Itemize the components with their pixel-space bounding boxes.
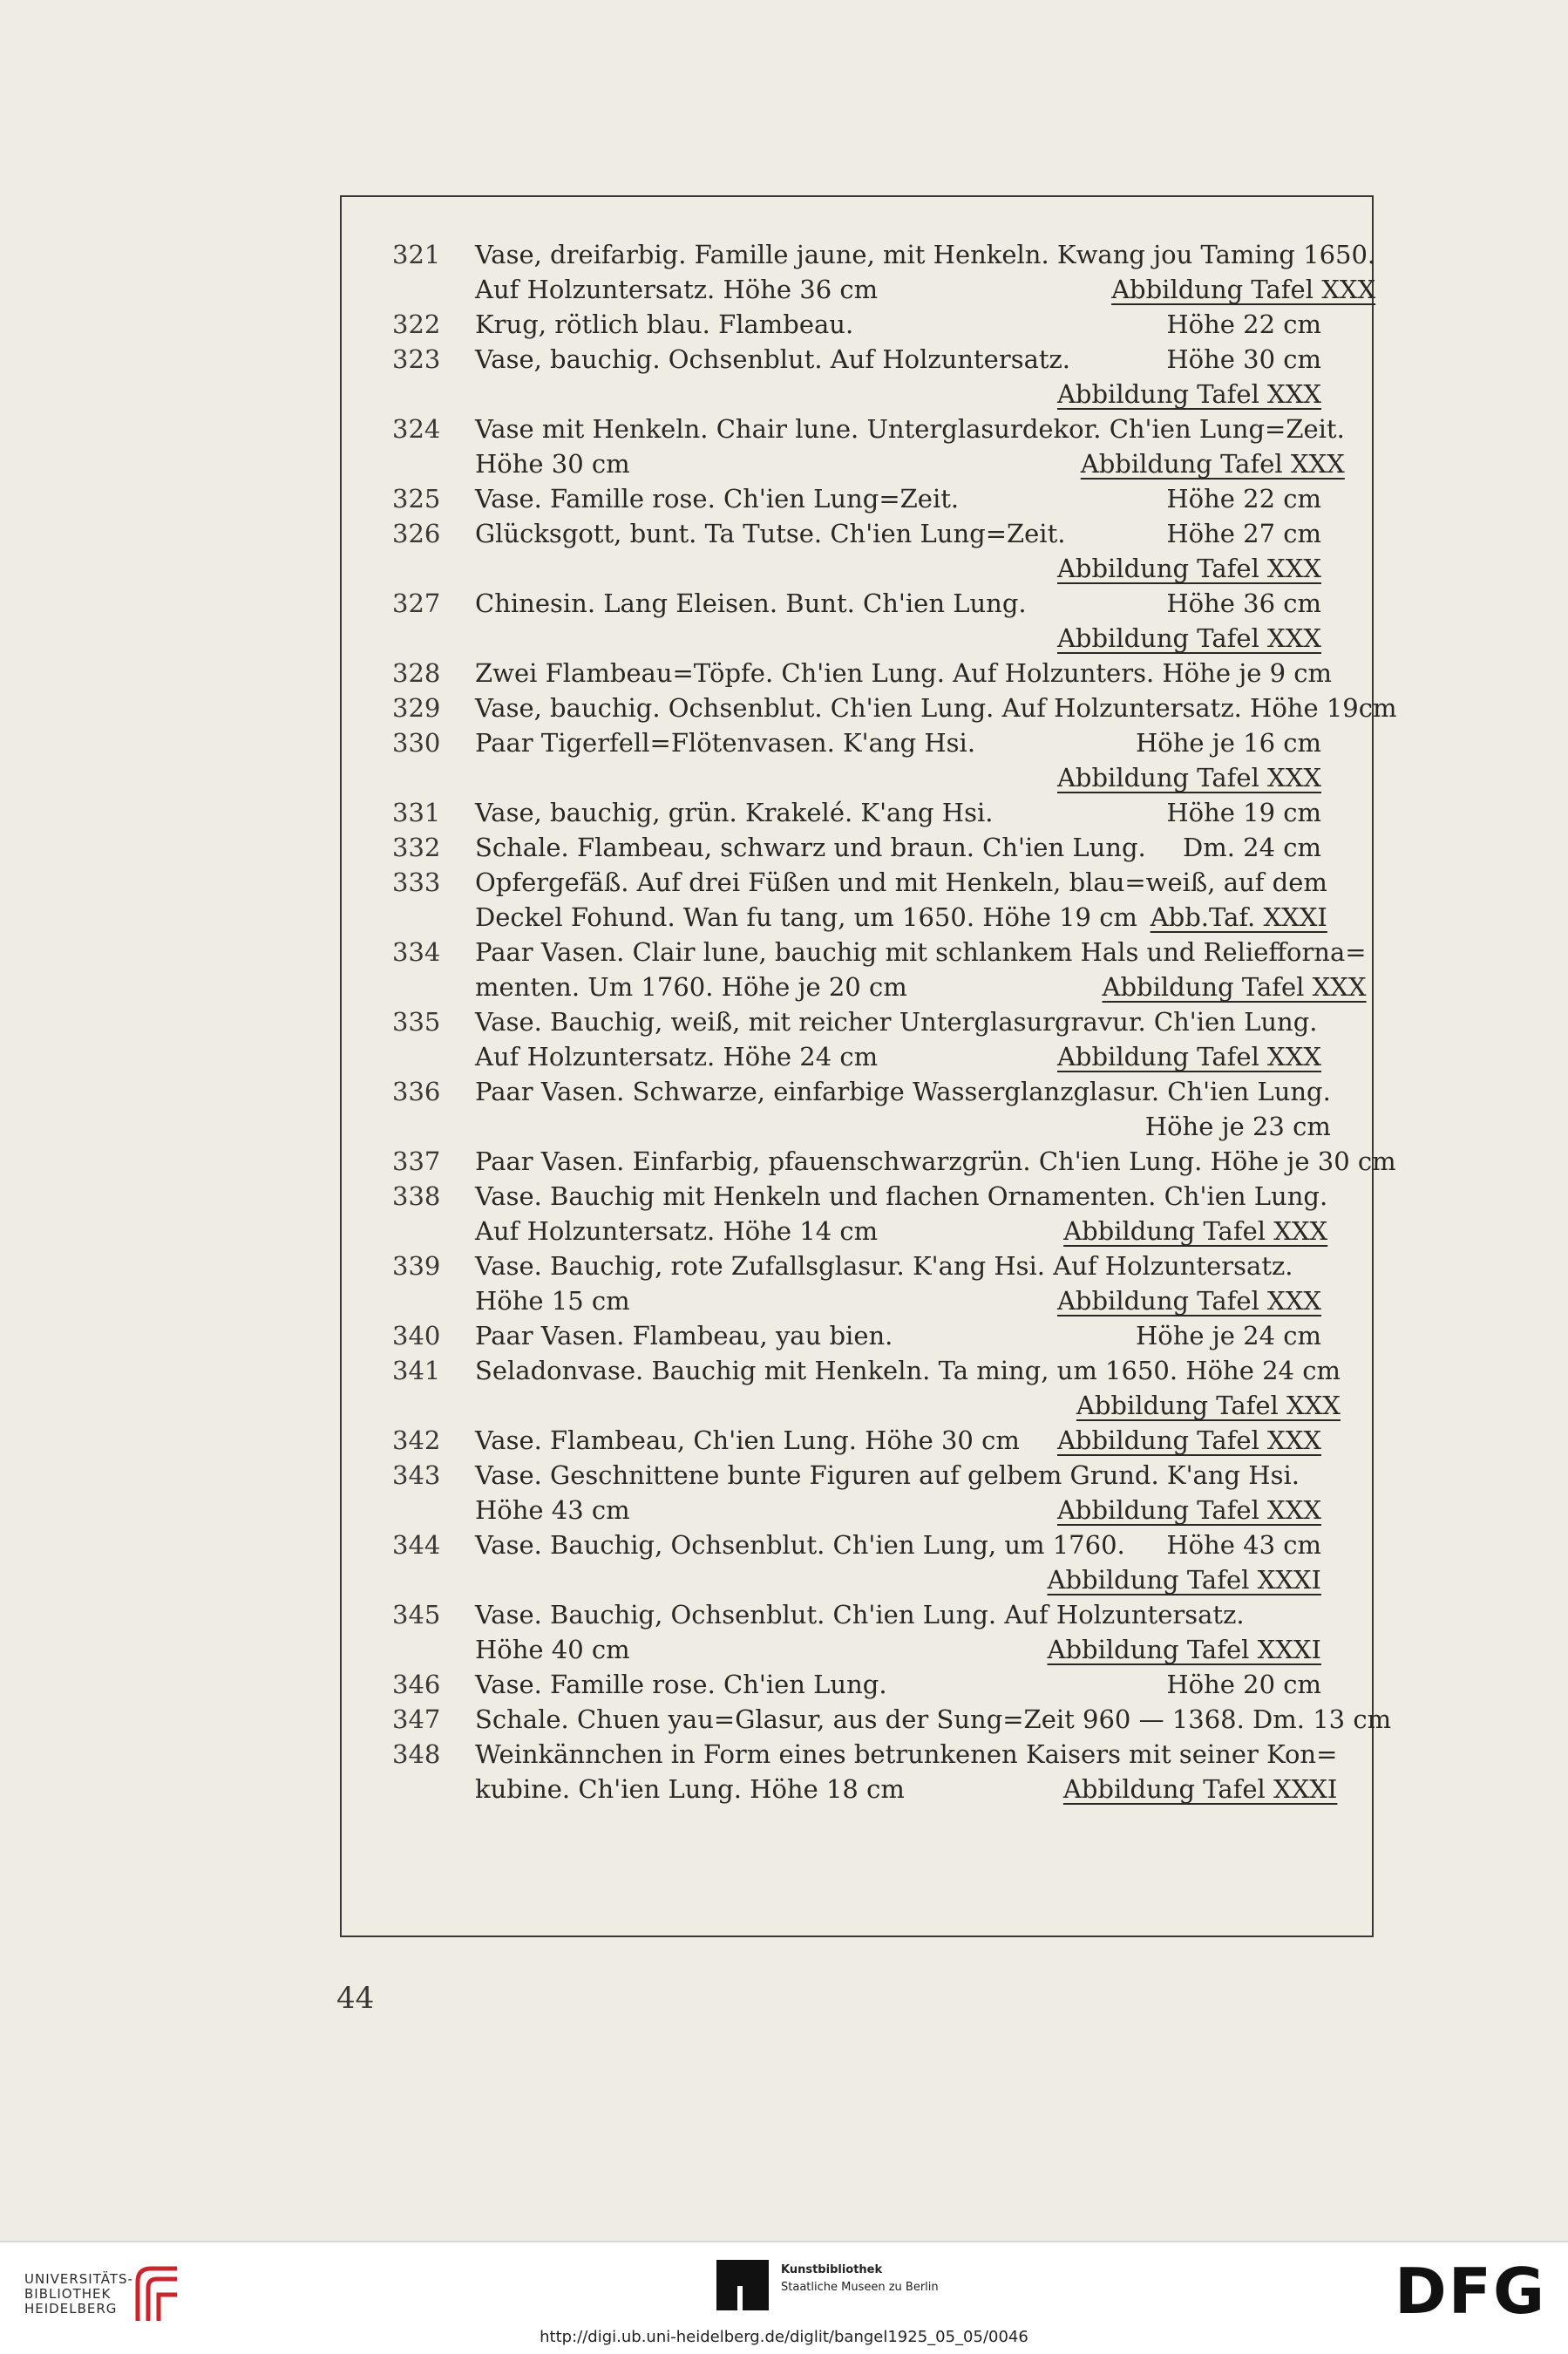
entry-line <box>475 551 1321 586</box>
plate-reference: Abbildung Tafel XXX <box>1056 1425 1321 1455</box>
plate-reference: Abb.Taf. XXXI <box>1150 902 1327 932</box>
entry-body <box>475 342 1321 412</box>
entry-measurement: Höhe 43 cm <box>1166 1530 1321 1560</box>
entry-line <box>475 1632 1321 1667</box>
entry-measurement: Höhe 36 cm <box>1166 588 1321 618</box>
entry-line <box>475 1039 1321 1074</box>
entry-description: Chinesin. Lang Eleisen. Bunt. Ch'ien Lung. <box>475 588 1027 618</box>
entry-number: 327 <box>392 588 441 618</box>
entry-number: 332 <box>392 833 441 862</box>
entry-line <box>475 1667 1321 1702</box>
catalog-entry <box>384 1527 1321 1597</box>
entry-line <box>475 1597 1321 1632</box>
entry-line <box>475 830 1321 865</box>
catalog-entry <box>384 1423 1321 1458</box>
catalog-entry <box>384 1318 1321 1353</box>
entry-line <box>475 1318 1321 1353</box>
entry-line <box>475 900 1327 935</box>
catalog-entry <box>384 865 1327 935</box>
entry-line <box>475 1074 1331 1109</box>
kunst-title: Kunstbibliothek <box>781 2263 883 2276</box>
entry-description: Vase. Flambeau, Ch'ien Lung. Höhe 30 cm <box>475 1425 1020 1455</box>
entry-number: 333 <box>392 867 441 897</box>
entry-measurement: Dm. 24 cm <box>1182 833 1321 862</box>
entry-body <box>475 481 1321 516</box>
entry-line <box>475 1527 1321 1562</box>
entry-description: Vase, bauchig. Ochsenblut. Ch'ien Lung. Auf Holzuntersatz. Höhe 19cm <box>475 693 1397 723</box>
entry-body <box>475 307 1321 342</box>
entry-line <box>475 691 1396 725</box>
entry-number: 342 <box>392 1425 441 1455</box>
entry-line <box>475 656 1332 691</box>
entry-number: 337 <box>392 1146 441 1176</box>
entry-body <box>475 1702 1391 1737</box>
entry-description: Krug, rötlich blau. Flambeau. <box>475 310 854 339</box>
plate-reference: Abbildung Tafel XXX <box>1056 1286 1321 1316</box>
entry-number: 324 <box>392 414 441 444</box>
entry-line <box>475 446 1345 481</box>
entry-measurement: Höhe je 16 cm <box>1135 728 1321 758</box>
catalog-entry <box>384 342 1321 412</box>
entry-description: Paar Vasen. Clair lune, bauchig mit schlankem Hals und Reliefforna= <box>475 937 1367 967</box>
entry-description: Vase. Bauchig, Ochsenblut. Ch'ien Lung, um 1760. <box>475 1530 1125 1560</box>
entry-measurement: Höhe 22 cm <box>1166 310 1321 339</box>
entry-description: Höhe 40 cm <box>475 1635 630 1664</box>
entry-number: 336 <box>392 1077 441 1106</box>
catalog-entry <box>384 935 1367 1004</box>
entry-body <box>475 1248 1321 1318</box>
entry-line <box>475 795 1321 830</box>
entry-description: Vase. Bauchig, weiß, mit reicher Unterglasurgravur. Ch'ien Lung. <box>475 1007 1318 1037</box>
source-url-link[interactable]: http://digi.ub.uni-heidelberg.de/diglit/bangel1925_05_05/0046 <box>540 2328 1028 2346</box>
entry-description: Schale. Chuen yau=Glasur, aus der Sung=Zeit 960 — 1368. Dm. 13 cm <box>475 1704 1392 1734</box>
catalog-entry <box>384 1004 1321 1074</box>
library-line: BIBLIOTHEK <box>24 2286 112 2302</box>
entry-description: Paar Vasen. Einfarbig, pfauenschwarzgrün. Ch'ien Lung. Höhe je 30 cm <box>475 1146 1396 1176</box>
catalog-entry <box>384 1737 1338 1806</box>
entry-body <box>475 1353 1341 1423</box>
entry-number: 328 <box>392 658 441 688</box>
entry-line <box>475 307 1321 342</box>
entry-description: menten. Um 1760. Höhe je 20 cm <box>475 972 907 1002</box>
entry-number: 338 <box>392 1181 441 1211</box>
entry-number: 323 <box>392 344 441 374</box>
catalog-entry <box>384 1597 1321 1667</box>
entry-line <box>475 237 1375 272</box>
entry-number: 339 <box>392 1251 441 1281</box>
entry-line <box>475 412 1345 446</box>
entry-body <box>475 1423 1321 1458</box>
entry-body <box>475 691 1396 725</box>
entry-body <box>475 1179 1327 1248</box>
entry-body <box>475 1667 1321 1702</box>
catalog-entry <box>384 1353 1341 1423</box>
entry-line <box>475 725 1321 760</box>
catalog-entry <box>384 516 1321 586</box>
entry-number: 335 <box>392 1007 441 1037</box>
entry-description: Vase. Geschnittene bunte Figuren auf gelbem Grund. K'ang Hsi. <box>475 1460 1300 1490</box>
entry-description: Glücksgott, bunt. Ta Tutse. Ch'ien Lung=Zeit. <box>475 519 1066 548</box>
plate-reference: Abbildung Tafel XXX <box>1056 1042 1321 1072</box>
catalog-entry <box>384 795 1321 830</box>
entry-body <box>475 1074 1331 1144</box>
entry-number: 344 <box>392 1530 441 1560</box>
entry-body <box>475 830 1321 865</box>
entry-line <box>475 516 1321 551</box>
plate-reference: Abbildung Tafel XXX <box>1056 1495 1321 1525</box>
entry-body <box>475 1004 1321 1074</box>
university-library-label <box>24 2272 133 2317</box>
plate-reference: Abbildung Tafel XXX <box>1111 275 1376 304</box>
catalog-entries <box>384 237 1397 1806</box>
university-logo-icon <box>129 2260 190 2330</box>
entry-body <box>475 237 1375 307</box>
plate-reference: Abbildung Tafel XXX <box>1056 379 1321 409</box>
entry-line <box>475 935 1367 969</box>
entry-body <box>475 1597 1321 1667</box>
entry-line <box>475 272 1375 307</box>
plate-reference: Abbildung Tafel XXX <box>1080 449 1345 479</box>
entry-body <box>475 1527 1321 1597</box>
entry-line <box>475 969 1367 1004</box>
entry-description: Zwei Flambeau=Töpfe. Ch'ien Lung. Auf Holzunters. Höhe je 9 cm <box>475 658 1332 688</box>
entry-description: kubine. Ch'ien Lung. Höhe 18 cm <box>475 1774 905 1804</box>
entry-number: 343 <box>392 1460 441 1490</box>
kunst-subtitle: Staatliche Museen zu Berlin <box>781 2281 939 2294</box>
catalog-entry <box>384 307 1321 342</box>
plate-reference: Abbildung Tafel XXXI <box>1047 1635 1321 1664</box>
entry-number: 340 <box>392 1321 441 1350</box>
catalog-entry <box>384 1248 1321 1318</box>
entry-line <box>475 1248 1321 1283</box>
entry-body <box>475 795 1321 830</box>
entry-measurement: Höhe 30 cm <box>1166 344 1321 374</box>
entry-number: 321 <box>392 240 441 269</box>
entry-line <box>475 1493 1321 1527</box>
entry-line <box>475 1737 1337 1772</box>
catalog-entry <box>384 691 1397 725</box>
entry-line <box>475 1214 1327 1248</box>
catalog-entry <box>384 586 1321 656</box>
entry-description: Vase. Famille rose. Ch'ien Lung=Zeit. <box>475 484 960 514</box>
entry-description: Paar Tigerfell=Flötenvasen. K'ang Hsi. <box>475 728 976 758</box>
entry-measurement: Höhe 27 cm <box>1166 519 1321 548</box>
catalog-entry <box>384 237 1376 307</box>
entry-measurement: Höhe je 23 cm <box>1144 1112 1331 1141</box>
kunstbibliothek-logo-icon <box>716 2260 769 2310</box>
entry-line <box>475 377 1321 412</box>
entry-line <box>475 1109 1331 1144</box>
entry-line <box>475 1562 1321 1597</box>
entry-number: 345 <box>392 1600 441 1629</box>
catalog-entry <box>384 1144 1396 1179</box>
entry-line <box>475 760 1321 795</box>
catalog-entry <box>384 481 1321 516</box>
entry-description: Weinkännchen in Form eines betrunkenen Kaisers mit seiner Kon= <box>475 1739 1338 1769</box>
entry-line <box>475 1283 1321 1318</box>
entry-description: Vase, bauchig. Ochsenblut. Auf Holzuntersatz. <box>475 344 1071 374</box>
plate-reference: Abbildung Tafel XXXI <box>1062 1774 1338 1804</box>
entry-line <box>475 1702 1391 1737</box>
entry-body <box>475 725 1321 795</box>
entry-body <box>475 935 1367 1004</box>
entry-description: Höhe 43 cm <box>475 1495 630 1525</box>
page-number: 44 <box>336 1981 375 2016</box>
entry-line <box>475 1353 1341 1388</box>
entry-description: Paar Vasen. Flambeau, yau bien. <box>475 1321 893 1350</box>
entry-number: 326 <box>392 519 441 548</box>
entry-line <box>475 1423 1321 1458</box>
entry-line <box>475 1458 1321 1493</box>
catalog-entry <box>384 656 1332 691</box>
entry-body <box>475 1144 1396 1179</box>
entry-description: Schale. Flambeau, schwarz und braun. Ch'ien Lung. <box>475 833 1146 862</box>
plate-reference: Abbildung Tafel XXXI <box>1047 1565 1321 1595</box>
entry-line <box>475 481 1321 516</box>
catalog-entry <box>384 1074 1331 1144</box>
entry-body <box>475 412 1345 481</box>
catalog-entry <box>384 1458 1321 1527</box>
catalog-entry <box>384 1667 1321 1702</box>
catalog-entry <box>384 1702 1392 1737</box>
catalog-entry <box>384 725 1321 795</box>
plate-reference: Abbildung Tafel XXX <box>1063 1216 1328 1246</box>
entry-body <box>475 1737 1337 1806</box>
entry-measurement: Höhe 20 cm <box>1166 1670 1321 1699</box>
entry-line <box>475 1179 1327 1214</box>
entry-number: 325 <box>392 484 441 514</box>
entry-body <box>475 516 1321 586</box>
plate-reference: Abbildung Tafel XXX <box>1056 554 1321 583</box>
entry-description: Vase mit Henkeln. Chair lune. Unterglasurdekor. Ch'ien Lung=Zeit. <box>475 414 1345 444</box>
entry-number: 334 <box>392 937 441 967</box>
entry-description: Seladonvase. Bauchig mit Henkeln. Ta ming, um 1650. Höhe 24 cm <box>475 1356 1341 1385</box>
plate-reference: Abbildung Tafel XXX <box>1056 763 1321 793</box>
entry-line <box>475 621 1321 656</box>
library-line: UNIVERSITÄTS- <box>24 2271 133 2287</box>
entry-description: Vase, dreifarbig. Famille jaune, mit Henkeln. Kwang jou Taming 1650. <box>475 240 1376 269</box>
entry-description: Höhe 15 cm <box>475 1286 630 1316</box>
entry-number: 330 <box>392 728 441 758</box>
entry-description: Paar Vasen. Schwarze, einfarbige Wasserglanzglasur. Ch'ien Lung. <box>475 1077 1331 1106</box>
entry-measurement: Höhe 22 cm <box>1166 484 1321 514</box>
entry-number: 322 <box>392 310 441 339</box>
entry-description: Auf Holzuntersatz. Höhe 14 cm <box>475 1216 879 1246</box>
entry-number: 331 <box>392 798 441 827</box>
entry-line <box>475 1144 1396 1179</box>
entry-description: Vase. Bauchig, Ochsenblut. Ch'ien Lung. Auf Holzuntersatz. <box>475 1600 1245 1629</box>
entry-line <box>475 586 1321 621</box>
catalog-entry <box>384 1179 1328 1248</box>
entry-line <box>475 342 1321 377</box>
entry-number: 348 <box>392 1739 441 1769</box>
entry-number: 341 <box>392 1356 441 1385</box>
library-line: HEIDELBERG <box>24 2301 118 2317</box>
entry-body <box>475 865 1327 935</box>
entry-description: Deckel Fohund. Wan fu tang, um 1650. Höhe 19 cm <box>475 902 1137 932</box>
plate-reference: Abbildung Tafel XXX <box>1076 1391 1341 1420</box>
entry-description: Auf Holzuntersatz. Höhe 24 cm <box>475 1042 879 1072</box>
entry-number: 346 <box>392 1670 441 1699</box>
entry-line <box>475 865 1327 900</box>
entry-number: 347 <box>392 1704 441 1734</box>
entry-description: Vase. Famille rose. Ch'ien Lung. <box>475 1670 887 1699</box>
entry-description: Vase. Bauchig mit Henkeln und flachen Ornamenten. Ch'ien Lung. <box>475 1181 1328 1211</box>
entry-description: Opfergefäß. Auf drei Füßen und mit Henkeln, blau=weiß, auf dem <box>475 867 1327 897</box>
catalog-entry <box>384 830 1321 865</box>
plate-reference: Abbildung Tafel XXX <box>1056 623 1321 653</box>
entry-line <box>475 1772 1337 1806</box>
entry-description: Vase, bauchig, grün. Krakelé. K'ang Hsi. <box>475 798 994 827</box>
catalog-entry <box>384 412 1345 481</box>
entry-description: Vase. Bauchig, rote Zufallsglasur. K'ang Hsi. Auf Holzuntersatz. <box>475 1251 1293 1281</box>
entry-body <box>475 1318 1321 1353</box>
kunstbibliothek-label <box>781 2262 939 2296</box>
entry-description: Höhe 30 cm <box>475 449 630 479</box>
entry-description: Auf Holzuntersatz. Höhe 36 cm <box>475 275 879 304</box>
plate-reference: Abbildung Tafel XXX <box>1102 972 1367 1002</box>
entry-body <box>475 586 1321 656</box>
dfg-logo: DFG <box>1395 2255 1547 2328</box>
entry-body <box>475 656 1332 691</box>
entry-measurement: Höhe 19 cm <box>1166 798 1321 827</box>
entry-body <box>475 1458 1321 1527</box>
entry-line <box>475 1388 1341 1423</box>
footer-bar <box>0 2241 1568 2354</box>
entry-line <box>475 1004 1321 1039</box>
entry-number: 329 <box>392 693 441 723</box>
entry-measurement: Höhe je 24 cm <box>1135 1321 1321 1350</box>
